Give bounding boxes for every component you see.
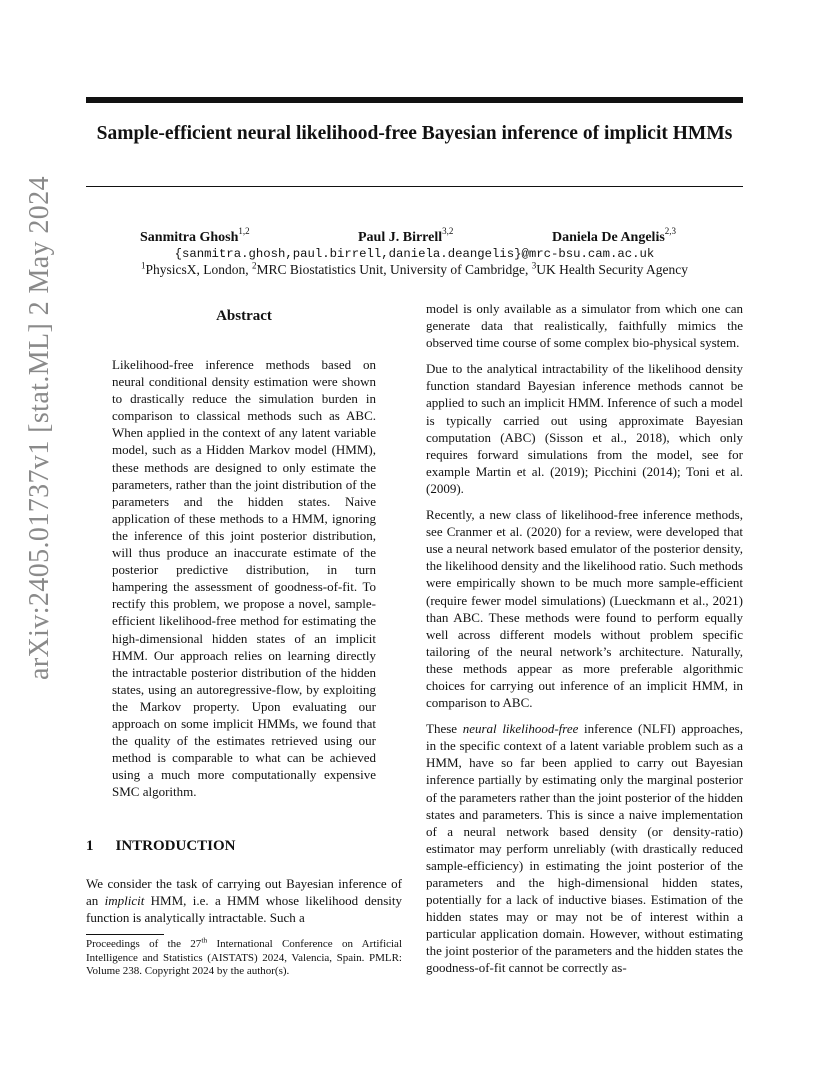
author-emails: {sanmitra.ghosh,paul.birrell,daniela.deangelis}@mrc-bsu.cam.ac.uk xyxy=(174,247,655,261)
author-1: Sanmitra Ghosh$^{1,2}$ xyxy=(140,226,250,245)
right-paragraph-1: model is only available as a simulator from which one can generate data that realistically, faithfully mimics the observed time course of some complex bio-physical system. xyxy=(426,301,743,351)
affiliations: $^1$PhysicsX, London, $^2$MRC Biostatistics Unit, University of Cambridge, $^3$UK Health Security Agency xyxy=(140,260,689,277)
author-3: Daniela De Angelis$^{2,3}$ xyxy=(552,226,677,245)
proceedings-footnote: Proceedings of the 27th International Conference on Artificial Intelligence and Statistics (AISTATS) 2024, Valencia, Spain. PMLR: Volume 238. Copyright 2024 by the author(s). xyxy=(86,935,402,978)
title-bottom-rule xyxy=(86,186,743,187)
paper-title: Sample-efficient neural likelihood-free Bayesian inference of implicit HMMs xyxy=(96,123,733,144)
abstract-text: Likelihood-free inference methods based on neural conditional density estimation were shown to drastically reduce the simulation burden in comparison to classical methods such as ABC. When applied in the context of any latent variable model, such as a Hidden Markov model (HMM), these methods are designed to only estimate the parameters, rather than the joint distribution of the parameters and the hidden states. Naive application of these methods to a HMM, ignoring the inference of this joint posterior distribution, will thus produce an inaccurate estimate of the posterior predictive distribution, in turn hampering the assessment of goodness-of-fit. To rectify this problem, we propose a novel, sample-efficient likelihood-free method for estimating the high-dimensional hidden states of an implicit HMM. Our approach relies on learning directly the intractable posterior distribution of the hidden states, using an autoregressive-flow, by exploiting the Markov property. Upon evaluating our approach on some implicit HMMs, we found that the quality of the estimates retrieved using our method is comparable to what can be achieved using a much more computationally expensive SMC algorithm. xyxy=(112,357,376,800)
section-number: 1 xyxy=(86,838,94,854)
author-2: Paul J. Birrell$^{3,2}$ xyxy=(358,226,454,245)
right-paragraph-2: Due to the analytical intractability of the likelihood density function standard Bayesian inference methods cannot be applied to such an implicit HMM. Inference of such a model is typically carried out using approximate Bayesian computation (ABC) (Sisson et al., 2018), which only requires forward simulations from the model, see for example Martin et al. (2019); Picchini (2014); Toni et al. (2009). xyxy=(426,361,743,496)
title-top-rule xyxy=(86,97,743,103)
right-column xyxy=(426,300,743,986)
arxiv-stamp: arXiv:2405.01737v1 [stat.ML] 2 May 2024 xyxy=(24,176,55,680)
intro-paragraph: We consider the task of carrying out Bayesian inference of an implicit HMM, i.e. a HMM whose likelihood density function is analytically intractable. Such a xyxy=(86,876,402,926)
abstract-heading: Abstract xyxy=(216,308,272,324)
section-title: INTRODUCTION xyxy=(115,838,236,854)
left-column xyxy=(86,300,402,800)
right-paragraph-3: Recently, a new class of likelihood-free inference methods, see Cranmer et al. (2020) for a review, were developed that use a neural network based emulator of the posterior density, the likelihood density and the likelihood ratio. Such methods were empirically shown to be much more sample-efficient (require fewer model simulations) (Lueckmann et al., 2021) than ABC. These methods were found to perform equally well across different models without problem specific tailoring of the neural network’s architecture. Naturally, these methods appear as more preferable algorithmic choices for carrying out inference of an implicit HMM, in comparison to ABC. xyxy=(426,507,743,711)
footnote-rule xyxy=(86,934,164,935)
right-paragraph-4: These neural likelihood-free inference (NLFI) approaches, in the specific context of a latent variable problem such as a HMM, have so far been applied to carry out Bayesian inference partially by estimating only the marginal posterior of the parameters rather than the joint posterior of the hidden states and parameters. This is since a naive implementation of a neural network based density (or density-ratio) estimator may perform unreliably (with drastically reduced sample-efficiency) in estimating the joint posterior of the parameters and the high-dimensional hidden states, potentially for a lack of inductive biases. Estimation of the hidden states may or may not be of interest within a particular application domain. However, without estimating the joint posterior of the parameters and the hidden states the goodness-of-fit cannot be correctly as- xyxy=(426,721,743,976)
section-heading xyxy=(86,838,236,855)
